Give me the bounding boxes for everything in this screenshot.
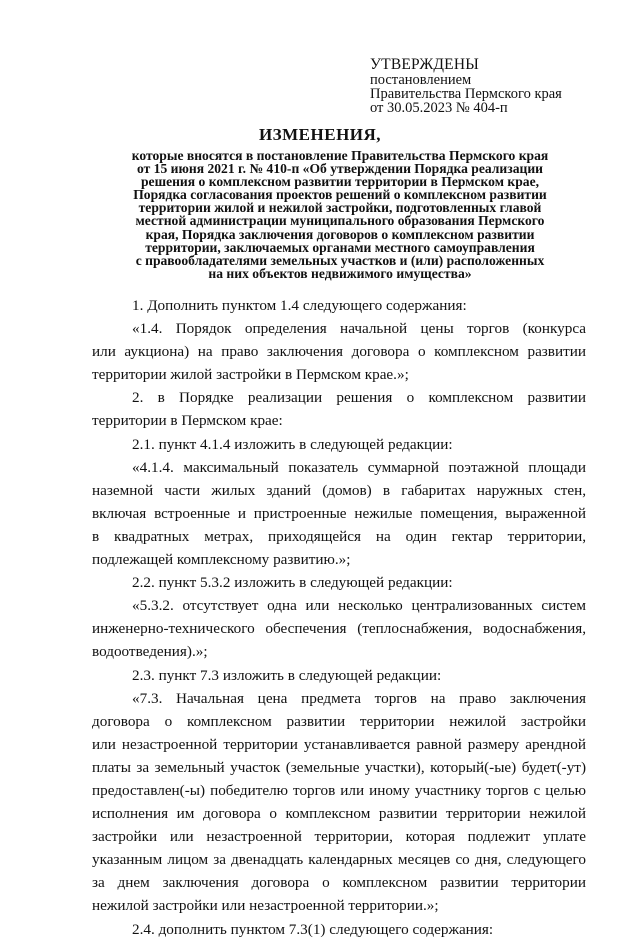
subtitle-line: края, Порядка заключения договоров о комплексном развитии xyxy=(145,226,535,242)
body-line: в квадратных метрах, приходящейся на один гектар территории, xyxy=(92,527,586,545)
body-line: 2.4. дополнить пунктом 7.3(1) следующего содержания: xyxy=(132,920,494,938)
body-line: подлежащей комплексному развитию.»; xyxy=(92,551,351,569)
subtitle-line: решения о комплексном развитии территории в Пермском крае, xyxy=(141,174,539,190)
approval-line: постановлением xyxy=(370,72,472,88)
document-subtitle xyxy=(100,149,580,280)
approval-heading: УТВЕРЖДЕНЫ xyxy=(370,56,479,73)
subtitle-line: территории жилой и нежилой застройки, подготовленных главой xyxy=(138,200,542,216)
approval-line: от 30.05.2023 № 404-п xyxy=(370,100,508,116)
body-line: договора о комплексном развитии территории нежилой застройки xyxy=(92,712,586,730)
body-line: «1.4. Порядок определения начальной цены торгов (конкурса xyxy=(132,320,586,338)
body-line: нежилой застройки или незастроенной территории.»; xyxy=(92,897,439,915)
body-line: 1. Дополнить пунктом 1.4 следующего содержания: xyxy=(132,297,467,314)
body-line: застройки или незастроенной территории, которая подлежит уплате xyxy=(92,828,586,846)
body-line: платы за земельный участок (земельные участки), который(-ые) будет(-ут) xyxy=(92,758,586,776)
body-line: «5.3.2. отсутствует одна или несколько централизованных систем xyxy=(132,597,586,615)
body-line: предоставлен(-ы) победителю торгов или иному участнику торгов с целью xyxy=(92,781,586,799)
body-line: 2.3. пункт 7.3 изложить в следующей редакции: xyxy=(132,666,442,684)
body-line: указанным лицом за двенадцать календарных месяцев со дня, следующего xyxy=(92,851,586,869)
body-line: 2.2. пункт 5.3.2 изложить в следующей редакции: xyxy=(132,574,453,592)
subtitle-line: местной администрации муниципального образования Пермского xyxy=(135,213,545,229)
body-line: инженерно-технического обеспечения (теплоснабжения, водоснабжения, xyxy=(92,620,586,638)
body-line: или аукциона) на право заключения договора о комплексном развитии xyxy=(92,343,586,361)
body-line: включая встроенные и пристроенные нежилые помещения, выраженной xyxy=(92,504,586,522)
body-line: 2.1. пункт 4.1.4 изложить в следующей редакции: xyxy=(132,435,453,453)
subtitle-line: от 15 июня 2021 г. № 410-п «Об утверждении Порядка реализации xyxy=(136,161,544,177)
body-line: «4.1.4. максимальный показатель суммарной поэтажной площади xyxy=(132,458,586,476)
body-line: «7.3. Начальная цена предмета торгов на право заключения xyxy=(132,689,586,707)
subtitle-line: с правообладателями земельных участков и (или) расположенных xyxy=(135,252,545,268)
subtitle-line: территории, заключаемых органами местного самоуправления xyxy=(145,239,535,255)
body-line: водоотведения).»; xyxy=(92,643,208,661)
approval-line: Правительства Пермского края xyxy=(370,86,562,102)
body-line: наземной части жилых зданий (домов) в габаритах наружных стен, xyxy=(92,481,586,499)
approval-stamp xyxy=(370,56,620,115)
body-line: исполнения им договора о комплексном развитии территории нежилой xyxy=(92,805,586,823)
document-body xyxy=(92,294,586,941)
body-line: или незастроенной территории устанавливается равной размеру арендной xyxy=(92,735,586,753)
body-line: 2. в Порядке реализации решения о комплексном развитии xyxy=(132,389,586,407)
subtitle-line: которые вносятся в постановление Правительства Пермского края xyxy=(131,148,549,163)
subtitle-line: на них объектов недвижимого имущества» xyxy=(208,265,472,281)
body-line: территории в Пермском крае: xyxy=(92,412,283,430)
body-line: за днем заключения договора о комплексном развитии территории xyxy=(92,874,586,892)
document-title: ИЗМЕНЕНИЯ, xyxy=(258,125,382,144)
body-line: территории жилой застройки в Пермском крае.»; xyxy=(92,366,409,384)
subtitle-line: Порядка согласования проектов решений о комплексном развитии xyxy=(133,187,547,203)
